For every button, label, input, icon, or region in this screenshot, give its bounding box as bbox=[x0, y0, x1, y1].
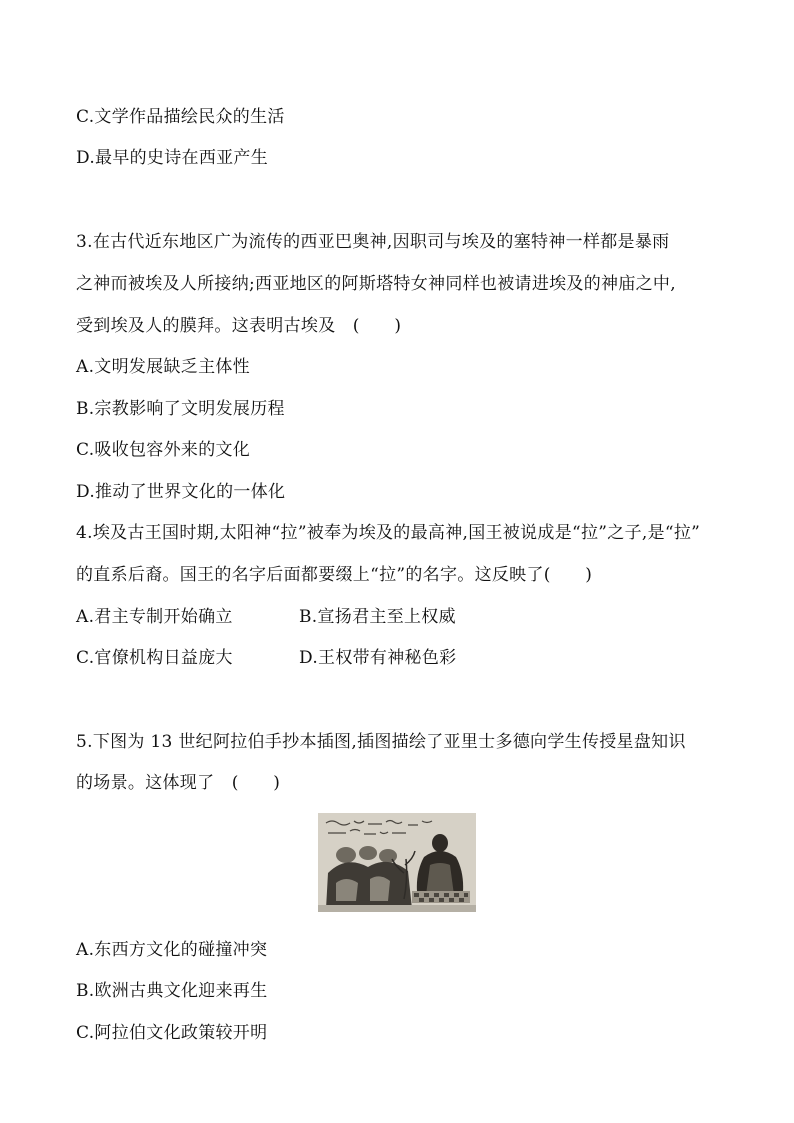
q5-stem-line-2: 的场景。这体现了 ( ) bbox=[76, 773, 281, 793]
q5-stem-line-1: 5.下图为 13 世纪阿拉伯手抄本插图,插图描绘了亚里士多德向学生传授星盘知识 bbox=[76, 732, 686, 752]
q4-stem-line-1: 4.埃及古王国时期,太阳神“拉”被奉为埃及的最高神,国王被说成是“拉”之子,是“拉” bbox=[76, 523, 701, 543]
q4-option-a: A.君主专制开始确立 bbox=[76, 607, 233, 627]
q4-stem-line-2: 的直系后裔。国王的名字后面都要缀上“拉”的名字。这反映了( ) bbox=[76, 565, 593, 585]
q4-option-d: D.王权带有神秘色彩 bbox=[299, 648, 457, 668]
q5-option-b: B.欧洲古典文化迎来再生 bbox=[76, 981, 268, 1001]
q3-option-c: C.吸收包容外来的文化 bbox=[76, 440, 251, 460]
q4-option-b: B.宣扬君主至上权威 bbox=[299, 607, 456, 627]
q3-option-d: D.推动了世界文化的一体化 bbox=[76, 482, 286, 502]
q5-option-a: A.东西方文化的碰撞冲突 bbox=[76, 940, 268, 960]
q3-stem-line-2: 之神而被埃及人所接纳;西亚地区的阿斯塔特女神同样也被请进埃及的神庙之中, bbox=[76, 274, 676, 294]
q3-option-b: B.宗教影响了文明发展历程 bbox=[76, 399, 285, 419]
q3-stem-line-1: 3.在古代近东地区广为流传的西亚巴奥神,因职司与埃及的塞特神一样都是暴雨 bbox=[76, 232, 670, 252]
q4-option-c: C.官僚机构日益庞大 bbox=[76, 648, 233, 668]
q5-option-c: C.阿拉伯文化政策较开明 bbox=[76, 1023, 268, 1043]
q3-option-a: A.文明发展缺乏主体性 bbox=[76, 357, 250, 377]
manuscript-illustration bbox=[318, 813, 476, 912]
q2-option-c: C.文学作品描绘民众的生活 bbox=[76, 107, 285, 127]
q3-stem-line-3: 受到埃及人的膜拜。这表明古埃及 ( ) bbox=[76, 316, 402, 336]
q2-option-d: D.最早的史诗在西亚产生 bbox=[76, 148, 269, 168]
